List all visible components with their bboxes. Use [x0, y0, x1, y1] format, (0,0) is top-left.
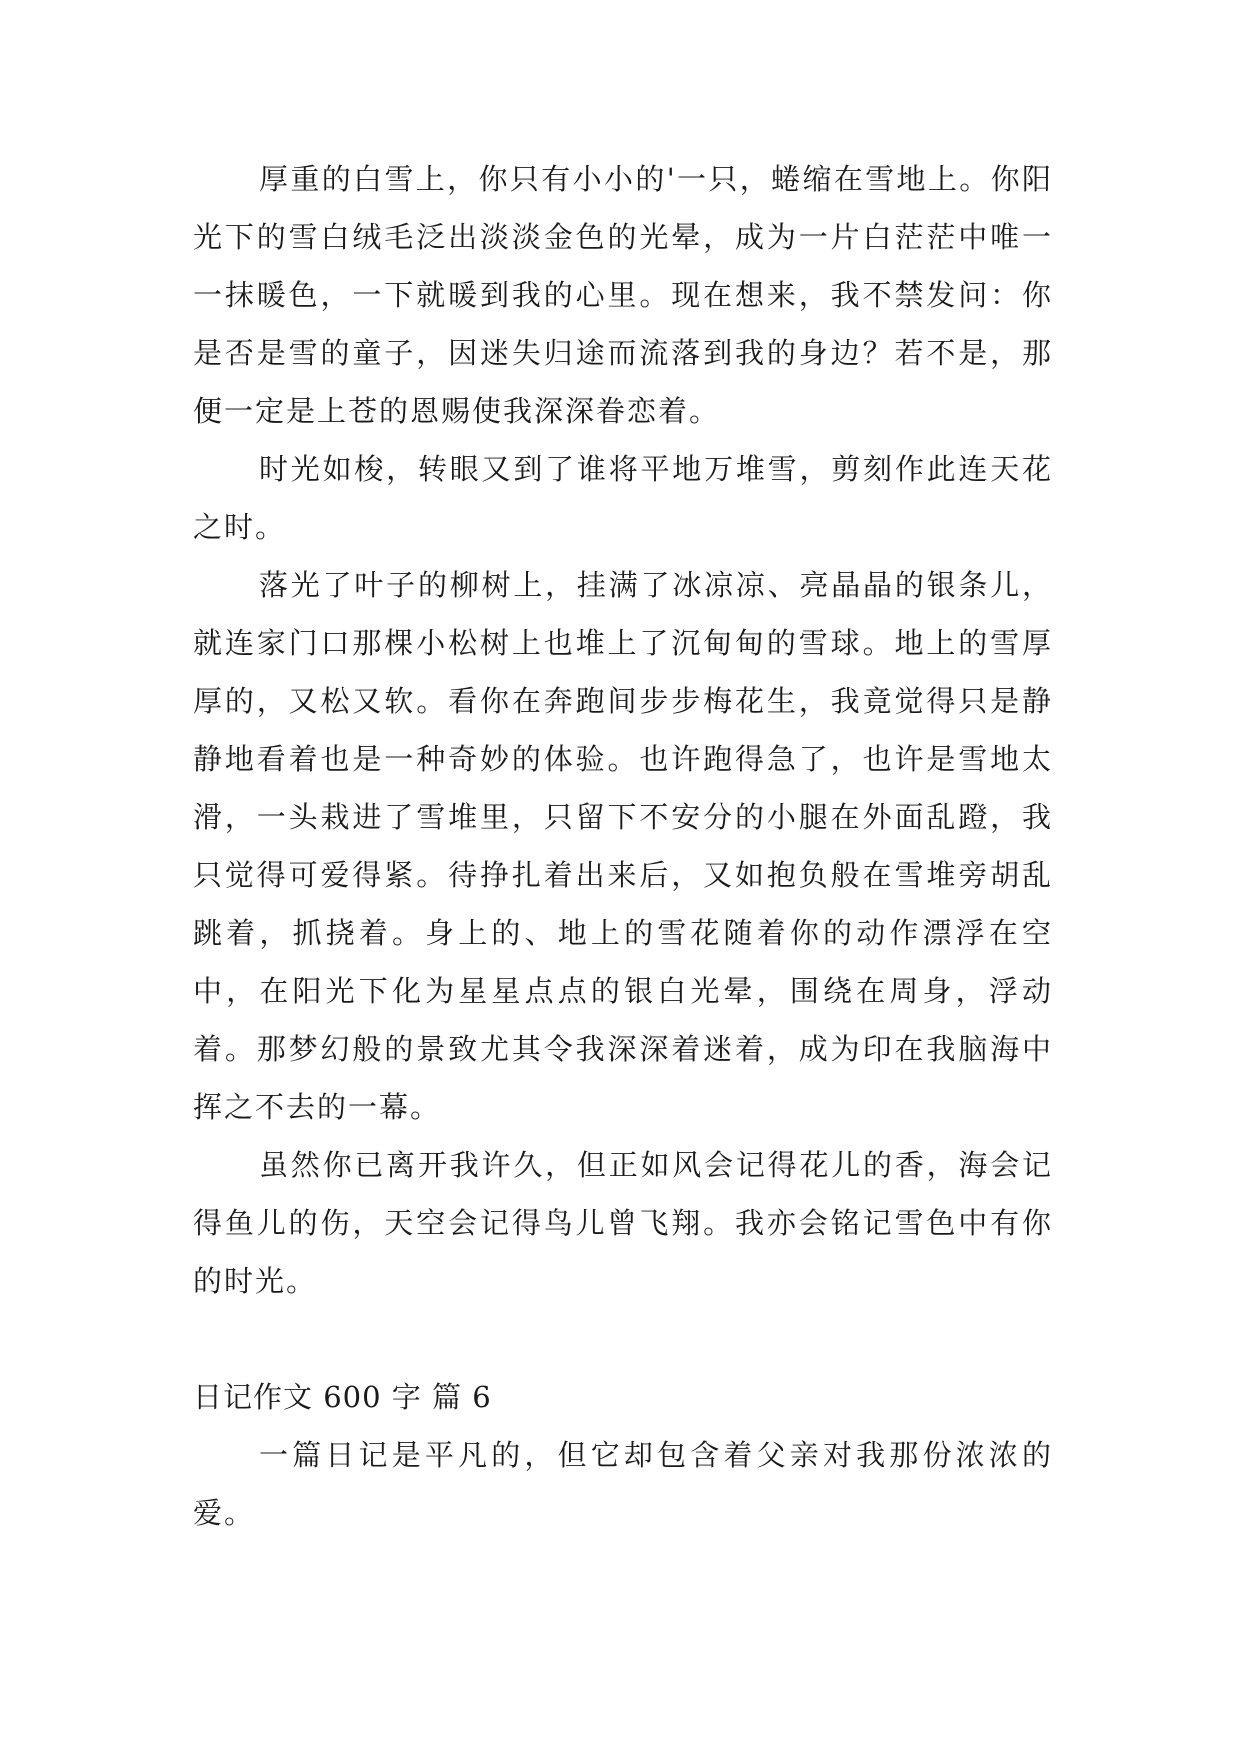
- paragraph-white-snow: 厚重的白雪上，你只有小小的'一只，蜷缩在雪地上。你阳光下的雪白绒毛泛出淡淡金色的光晕，成为一片白茫茫中唯一一抹暖色，一下就暖到我的心里。现在想来，我不禁发问：你是否是雪的童子，因迷失归途而流落到我的身边？若不是，那便一定是上苍的恩赐使我深深眷恋着。: [193, 162, 1053, 428]
- paragraph-diary-intro: 一篇日记是平凡的，但它却包含着父亲对我那份浓浓的爱。: [193, 1438, 1053, 1530]
- section-heading: 日记作文 600 字 篇 6: [193, 1380, 492, 1414]
- paragraph-willow-tree: 落光了叶子的柳树上，挂满了冰凉凉、亮晶晶的银条儿，就连家门口那棵小松树上也堆上了沉甸甸的雪球。地上的雪厚厚的，又松又软。看你在奔跑间步步梅花生，我竟觉得只是静静地看着也是一种奇妙的体验。也许跑得急了，也许是雪地太滑，一头栽进了雪堆里，只留下不安分的小腿在外面乱蹬，我只觉得可爱得紧。待挣扎着出来后，又如抱负般在雪堆旁胡乱跳着，抓挠着。身上的、地上的雪花随着你的动作漂浮在空中，在阳光下化为星星点点的银白光晕，围绕在周身，浮动着。那梦幻般的景致尤其令我深深着迷着，成为印在我脑海中挥之不去的一幕。: [193, 568, 1053, 1124]
- paragraph-time-flies: 时光如梭，转眼又到了谁将平地万堆雪，剪刻作此连天花之时。: [193, 452, 1053, 544]
- document-page: [193, 150, 1053, 1542]
- paragraph-remember: 虽然你已离开我许久，但正如风会记得花儿的香，海会记得鱼儿的伤，天空会记得鸟儿曾飞翔。我亦会铭记雪色中有你的时光。: [193, 1148, 1053, 1298]
